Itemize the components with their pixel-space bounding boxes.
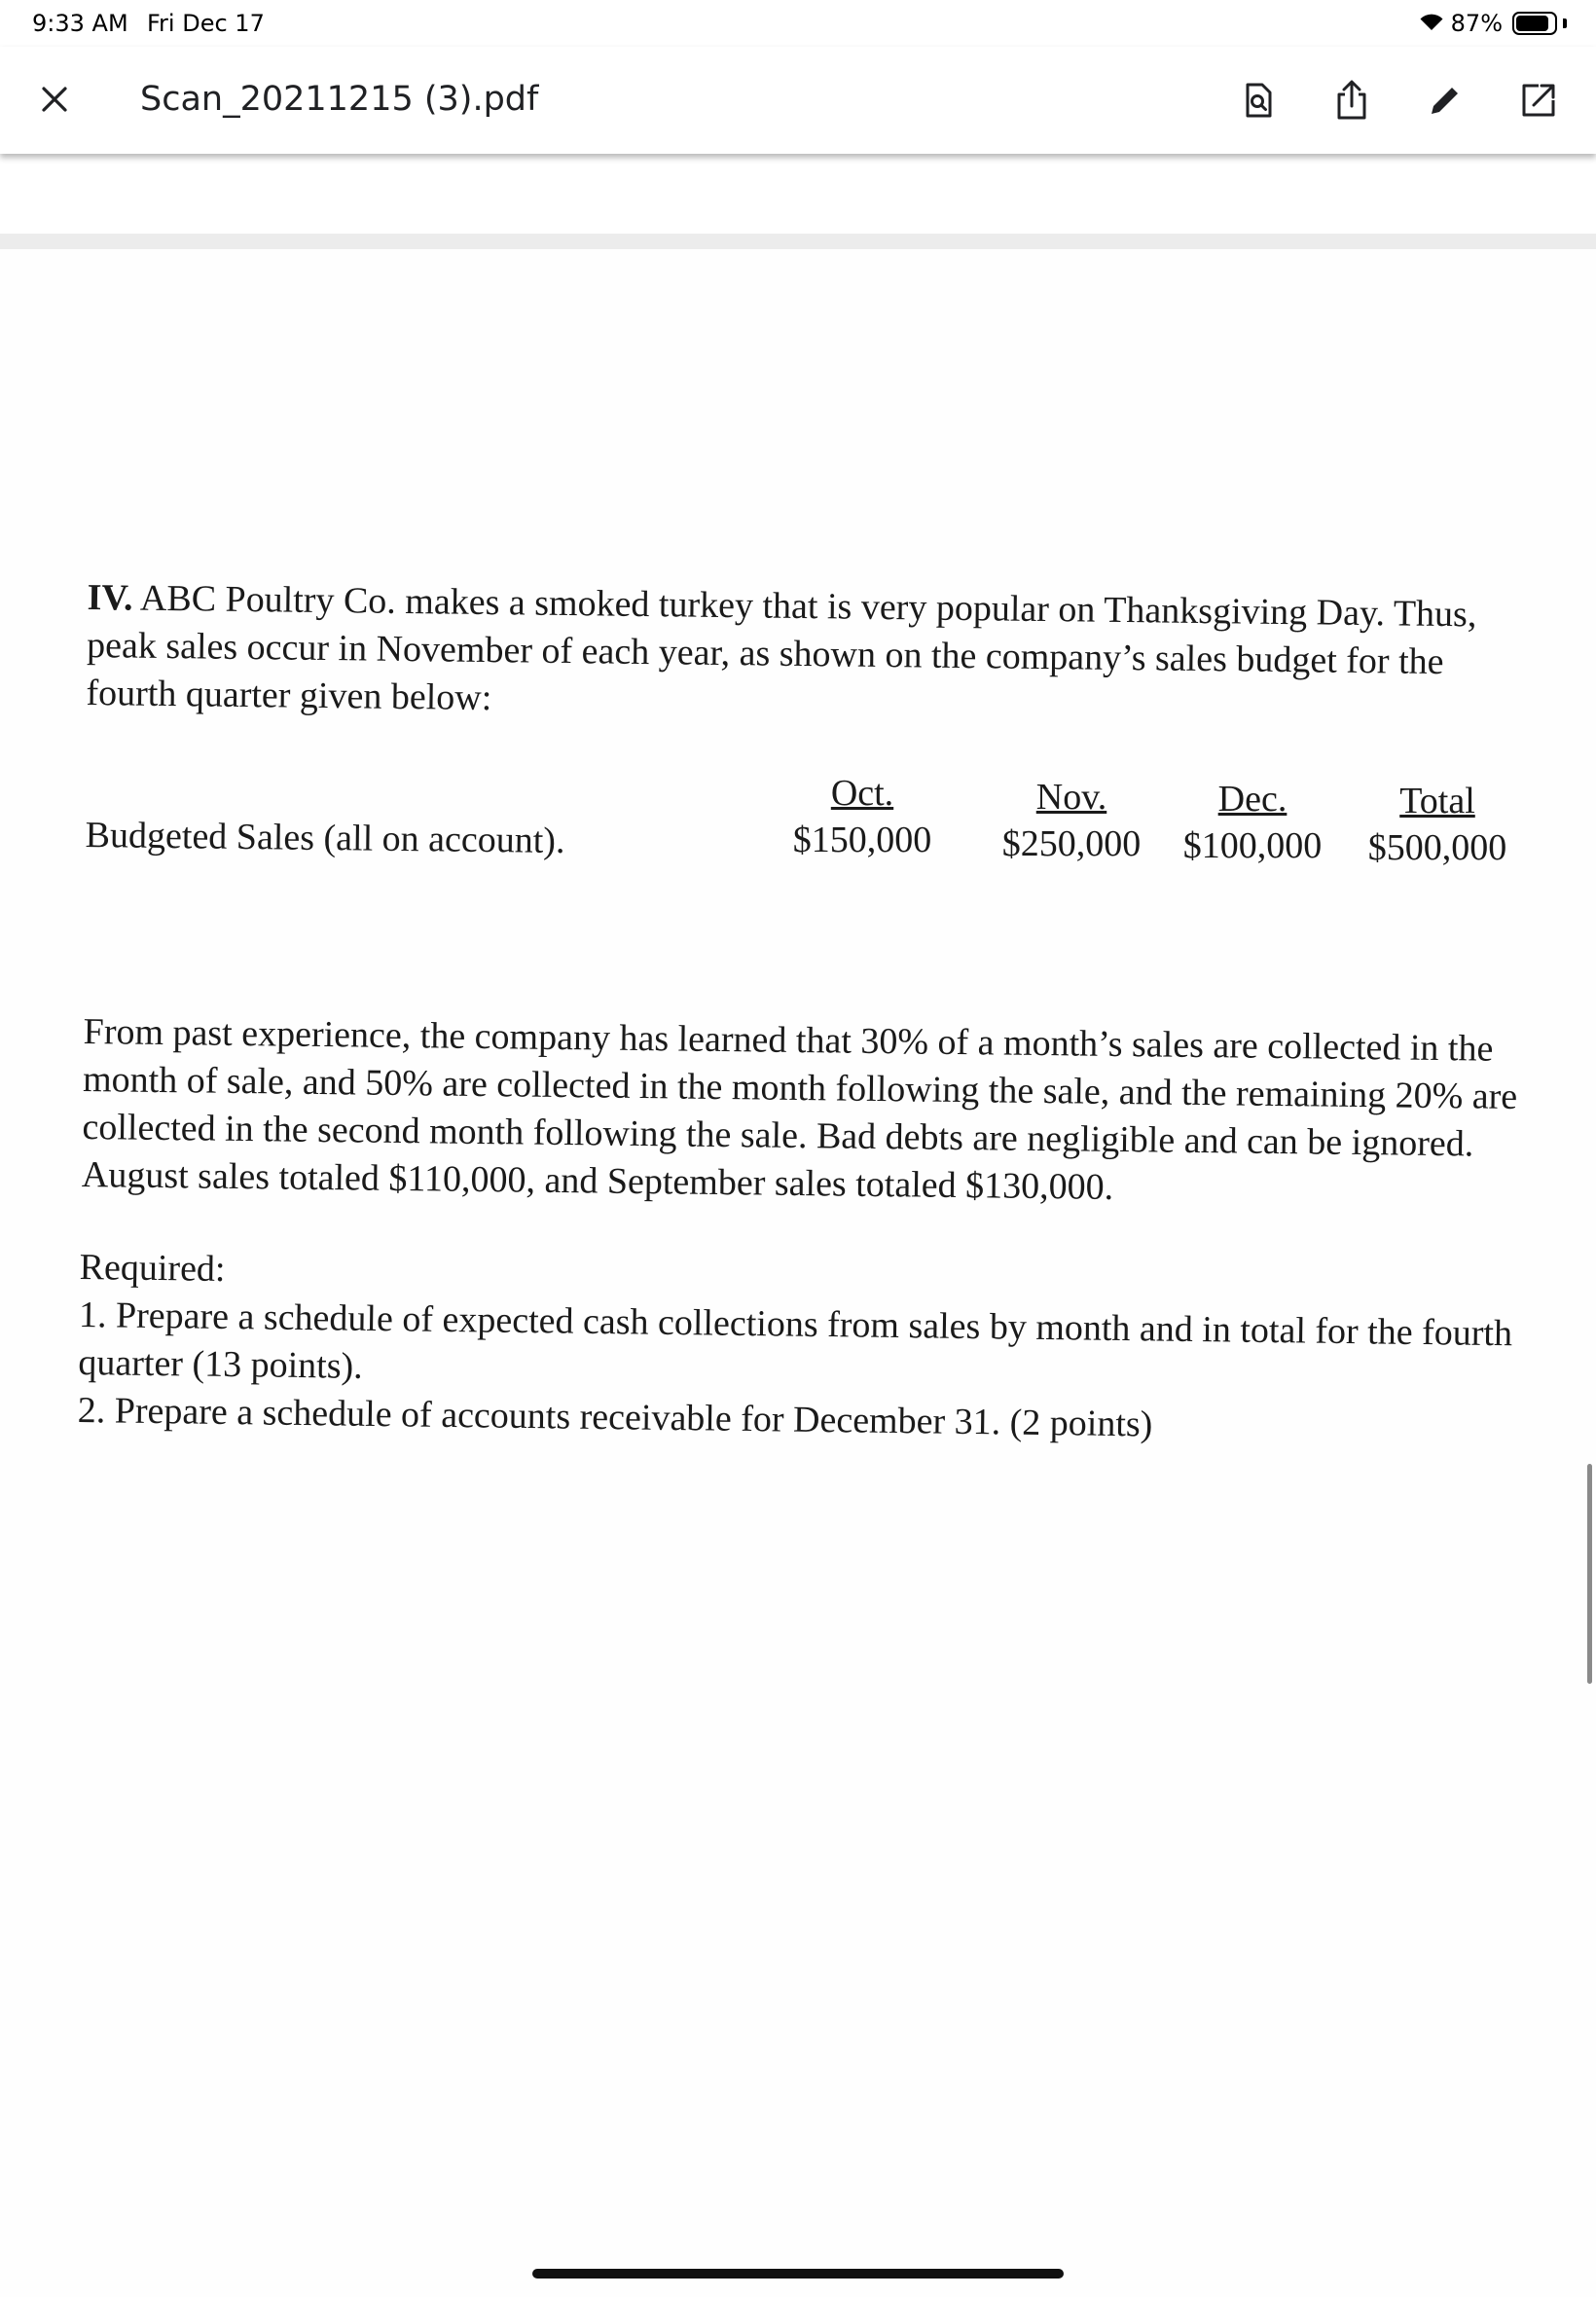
battery-percent: 87% xyxy=(1450,10,1503,37)
pdf-page xyxy=(0,249,1596,2297)
battery-icon xyxy=(1512,12,1557,35)
sales-column-nov xyxy=(989,775,1154,868)
app-toolbar xyxy=(0,47,1596,154)
required-heading: Required: xyxy=(79,1246,226,1290)
scrollbar-thumb[interactable] xyxy=(1587,1464,1592,1684)
find-in-page-button[interactable] xyxy=(1232,76,1285,128)
battery-fill xyxy=(1516,16,1548,31)
required-item-2: 2. Prepare a schedule of accounts receivable for December 31. (2 points) xyxy=(77,1389,1153,1445)
page-separator xyxy=(0,234,1596,249)
status-indicators xyxy=(1418,8,1567,39)
sales-column-total xyxy=(1355,779,1520,872)
paragraph-line: August sales totaled $110,000, and September sales totaled $130,000. xyxy=(81,1153,1114,1208)
open-external-button[interactable] xyxy=(1512,76,1565,128)
open-external-icon xyxy=(1519,81,1558,125)
column-value: $500,000 xyxy=(1367,827,1507,868)
intro-line-3: fourth quarter given below: xyxy=(86,672,492,719)
sales-row-label: Budgeted Sales (all on account). xyxy=(85,814,565,862)
edit-button[interactable] xyxy=(1419,76,1471,128)
status-time: 9:33 AM xyxy=(32,10,128,37)
paragraph-line: month of sale, and 50% are collected in the month following the sale, and the remaining 20% are xyxy=(82,1058,1518,1118)
close-button[interactable] xyxy=(29,76,80,127)
find-in-page-icon xyxy=(1239,81,1278,125)
home-indicator[interactable] xyxy=(532,2269,1064,2279)
intro-line-2: peak sales occur in November of each year, as shown on the company’s sales budget for the xyxy=(86,624,1444,683)
required-item-1-cont: quarter (13 points). xyxy=(78,1341,363,1387)
required-item-1: 1. Prepare a schedule of expected cash collections from sales by month and in total for the fourth xyxy=(78,1294,1513,1355)
pdf-viewer[interactable] xyxy=(0,154,1596,2297)
sales-column-oct xyxy=(784,771,940,864)
problem-number: IV. xyxy=(87,576,133,619)
document-title: Scan_20211215 (3).pdf xyxy=(140,80,539,119)
column-value: $100,000 xyxy=(1182,825,1323,866)
paragraph-line: From past experience, the company has learned that 30% of a month’s sales are collected in the xyxy=(83,1010,1494,1070)
share-button[interactable] xyxy=(1325,76,1378,128)
share-icon xyxy=(1332,79,1371,127)
column-value: $250,000 xyxy=(1001,823,1142,864)
edit-pencil-icon xyxy=(1426,81,1465,125)
column-header: Nov. xyxy=(1035,777,1107,818)
status-bar xyxy=(0,0,1596,47)
required-section xyxy=(77,1244,1513,1453)
status-date: Fri Dec 17 xyxy=(147,10,265,37)
wifi-icon xyxy=(1418,11,1445,37)
collection-pattern-paragraph xyxy=(82,1008,1518,1217)
column-header: Dec. xyxy=(1217,779,1288,820)
column-header: Oct. xyxy=(830,773,894,814)
column-value: $150,000 xyxy=(792,820,932,860)
problem-intro xyxy=(86,574,1476,734)
battery-tip xyxy=(1563,18,1567,28)
column-header: Total xyxy=(1399,781,1475,821)
paragraph-line: collected in the second month following the sale. Bad debts are negligible and can be ignored. xyxy=(82,1106,1474,1165)
close-icon xyxy=(40,85,69,119)
intro-line-1-text: ABC Poultry Co. makes a smoked turkey that is very popular on Thanksgiving Day. Thus, xyxy=(132,577,1477,636)
sales-column-dec xyxy=(1170,777,1335,870)
